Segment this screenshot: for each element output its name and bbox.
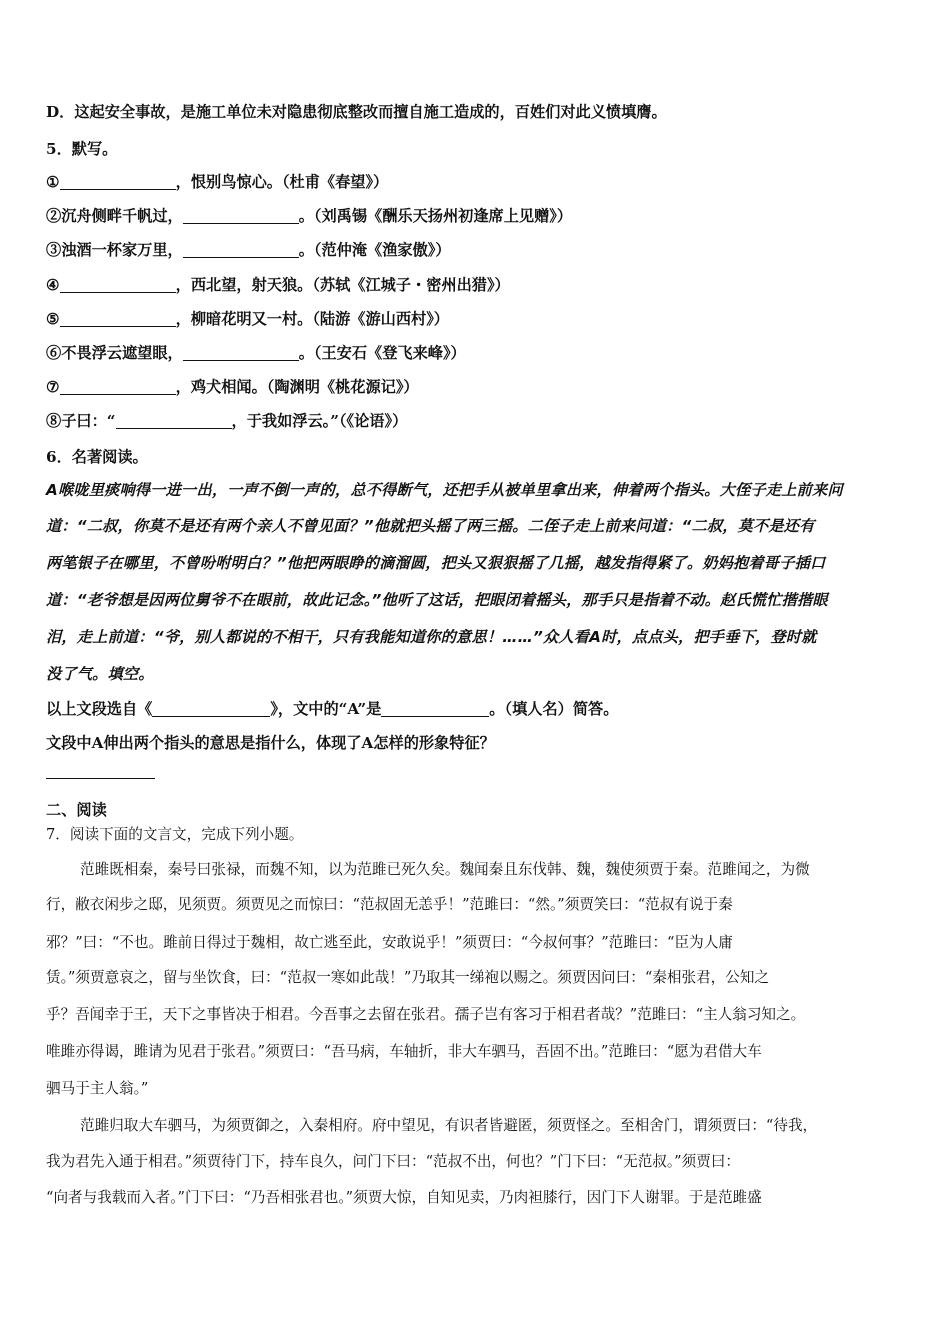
book-title-blank[interactable] <box>152 701 270 717</box>
fill-blank[interactable] <box>183 208 299 224</box>
q6-passage-line: 没了气。填空。 <box>46 665 154 683</box>
classical-text-line: 行，敝衣闲步之邸，见须贾。须贾见之而惊曰：“范叔固无恙乎！”范雎曰：“然。”须贾笑曰：“范叔有说于秦 <box>46 896 733 913</box>
q5-item-1: ① ，恨别鸟惊心。（杜甫《春望》） <box>46 173 389 191</box>
q6-passage-line: 两笔银子在哪里，不曾吩咐明白？”他把两眼睁的滴溜圆，把头又狠狠摇了几摇，越发指得紧了。奶妈抱着哥子插口 <box>46 554 826 572</box>
q5-item-5: ⑤ ，柳暗花明又一村。（陆游《游山西村》） <box>46 310 449 328</box>
classical-text-line: 邪？”曰：“不也。雎前日得过于魏相，故亡逃至此，安敢说乎！”须贾曰：“今叔何事？”范雎曰：“臣为人庸 <box>46 934 733 951</box>
q6-heading: 6．名著阅读。 <box>46 448 148 466</box>
q7-heading: 7．阅读下面的文言文，完成下列小题。 <box>46 826 304 843</box>
fill-blank[interactable] <box>116 413 232 429</box>
option-d <box>46 101 667 122</box>
classical-text-line: “向者与我载而入者。”门下曰：“乃吾相张君也。”须贾大惊，自知见卖，乃肉袒膝行，因门下人谢罪。于是范雎盛 <box>46 1189 762 1206</box>
fill-blank[interactable] <box>183 242 299 258</box>
q5-item-7: ⑦ ，鸡犬相闻。（陶渊明《桃花源记》） <box>46 378 419 396</box>
q5-item-8: ⑧子曰：“ ，于我如浮云。”（《论语》） <box>46 412 408 430</box>
classical-text-line: 驷马于主人翁。” <box>46 1080 149 1097</box>
q6-passage-line: 道：“老爷想是因两位舅爷不在眼前，故此记念。”他听了这话，把眼闭着摇头，那手只是指着不动。赵氏慌忙揩揩眼 <box>46 591 828 609</box>
classical-text-line: 范雎归取大车驷马，为须贾御之，入秦相府。府中望见，有识者皆避匿，须贾怪之。至相舍门，谓须贾曰：“待我， <box>80 1117 818 1134</box>
fill-blank[interactable] <box>60 379 176 395</box>
classical-text-line: 我为君先入通于相君。”须贾待门下，持车良久，问门下曰：“范叔不出，何也？”门下曰：“无范叔。”须贾曰： <box>46 1153 741 1170</box>
classical-text-line: 赁。”须贾意哀之，留与坐饮食，曰：“范叔一寒如此哉！”乃取其一绨袍以赐之。须贾因问曰：“秦相张君，公知之 <box>46 969 770 986</box>
fill-blank[interactable] <box>60 311 176 327</box>
fill-blank[interactable] <box>60 277 176 293</box>
fill-blank[interactable] <box>183 345 299 361</box>
classical-text-line: 范雎既相秦，秦号曰张禄，而魏不知，以为范雎已死久矣。魏闻秦且东伐韩、魏，魏使须贾于秦。范雎闻之，为微 <box>80 861 810 878</box>
answer-line[interactable] <box>46 778 155 779</box>
q5-heading: 5．默写。 <box>46 140 118 158</box>
q6-fill-line: 以上文段选自《 》，文中的“A”是 。（填人名）简答。 <box>46 700 619 718</box>
character-name-blank[interactable] <box>381 701 489 717</box>
q5-item-4: ④ ，西北望，射天狼。（苏轼《江城子・密州出猎》） <box>46 276 510 294</box>
q5-item-3: ③浊酒一杯家万里， 。（范仲淹《渔家傲》） <box>46 241 451 259</box>
q5-item-2: ②沉舟侧畔千帆过， 。（刘禹锡《酬乐天扬州初逢席上见赠》） <box>46 207 573 225</box>
fill-blank[interactable] <box>60 174 176 190</box>
option-letter: D <box>46 103 60 121</box>
q6-passage-line: 泪，走上前道：“爷，别人都说的不相干，只有我能知道你的意思！……”众人看A时，点点头，把手垂下，登时就 <box>46 628 817 646</box>
section-heading: 二、阅读 <box>46 801 107 819</box>
q6-passage-line: A喉咙里痰响得一进一出，一声不倒一声的，总不得断气，还把手从被单里拿出来，伸着两个指头。大侄子走上前来问 <box>46 481 843 499</box>
q6-passage-line: 道：“二叔，你莫不是还有两个亲人不曾见面？”他就把头摇了两三摇。二侄子走上前来问道：“二叔，莫不是还有 <box>46 517 815 535</box>
classical-text-line: 乎？吾闻幸于王，天下之事皆决于相君。今吾事之去留在张君。孺子岂有客习于相君者哉？”范雎曰：“主人翁习知之。 <box>46 1006 806 1023</box>
q5-item-6: ⑥不畏浮云遮望眼， 。（王安石《登飞来峰》） <box>46 344 466 362</box>
classical-text-line: 唯雎亦得谒，雎请为见君于张君。”须贾曰：“吾马病，车轴折，非大车驷马，吾固不出。”范雎曰：“愿为君借大车 <box>46 1043 762 1060</box>
option-text: ．这起安全事故，是施工单位未对隐患彻底整改而擅自施工造成的，百姓们对此义愤填膺。 <box>59 103 667 121</box>
q6-question: 文段中A伸出两个指头的意思是指什么，体现了A怎样的形象特征？ <box>46 734 495 752</box>
